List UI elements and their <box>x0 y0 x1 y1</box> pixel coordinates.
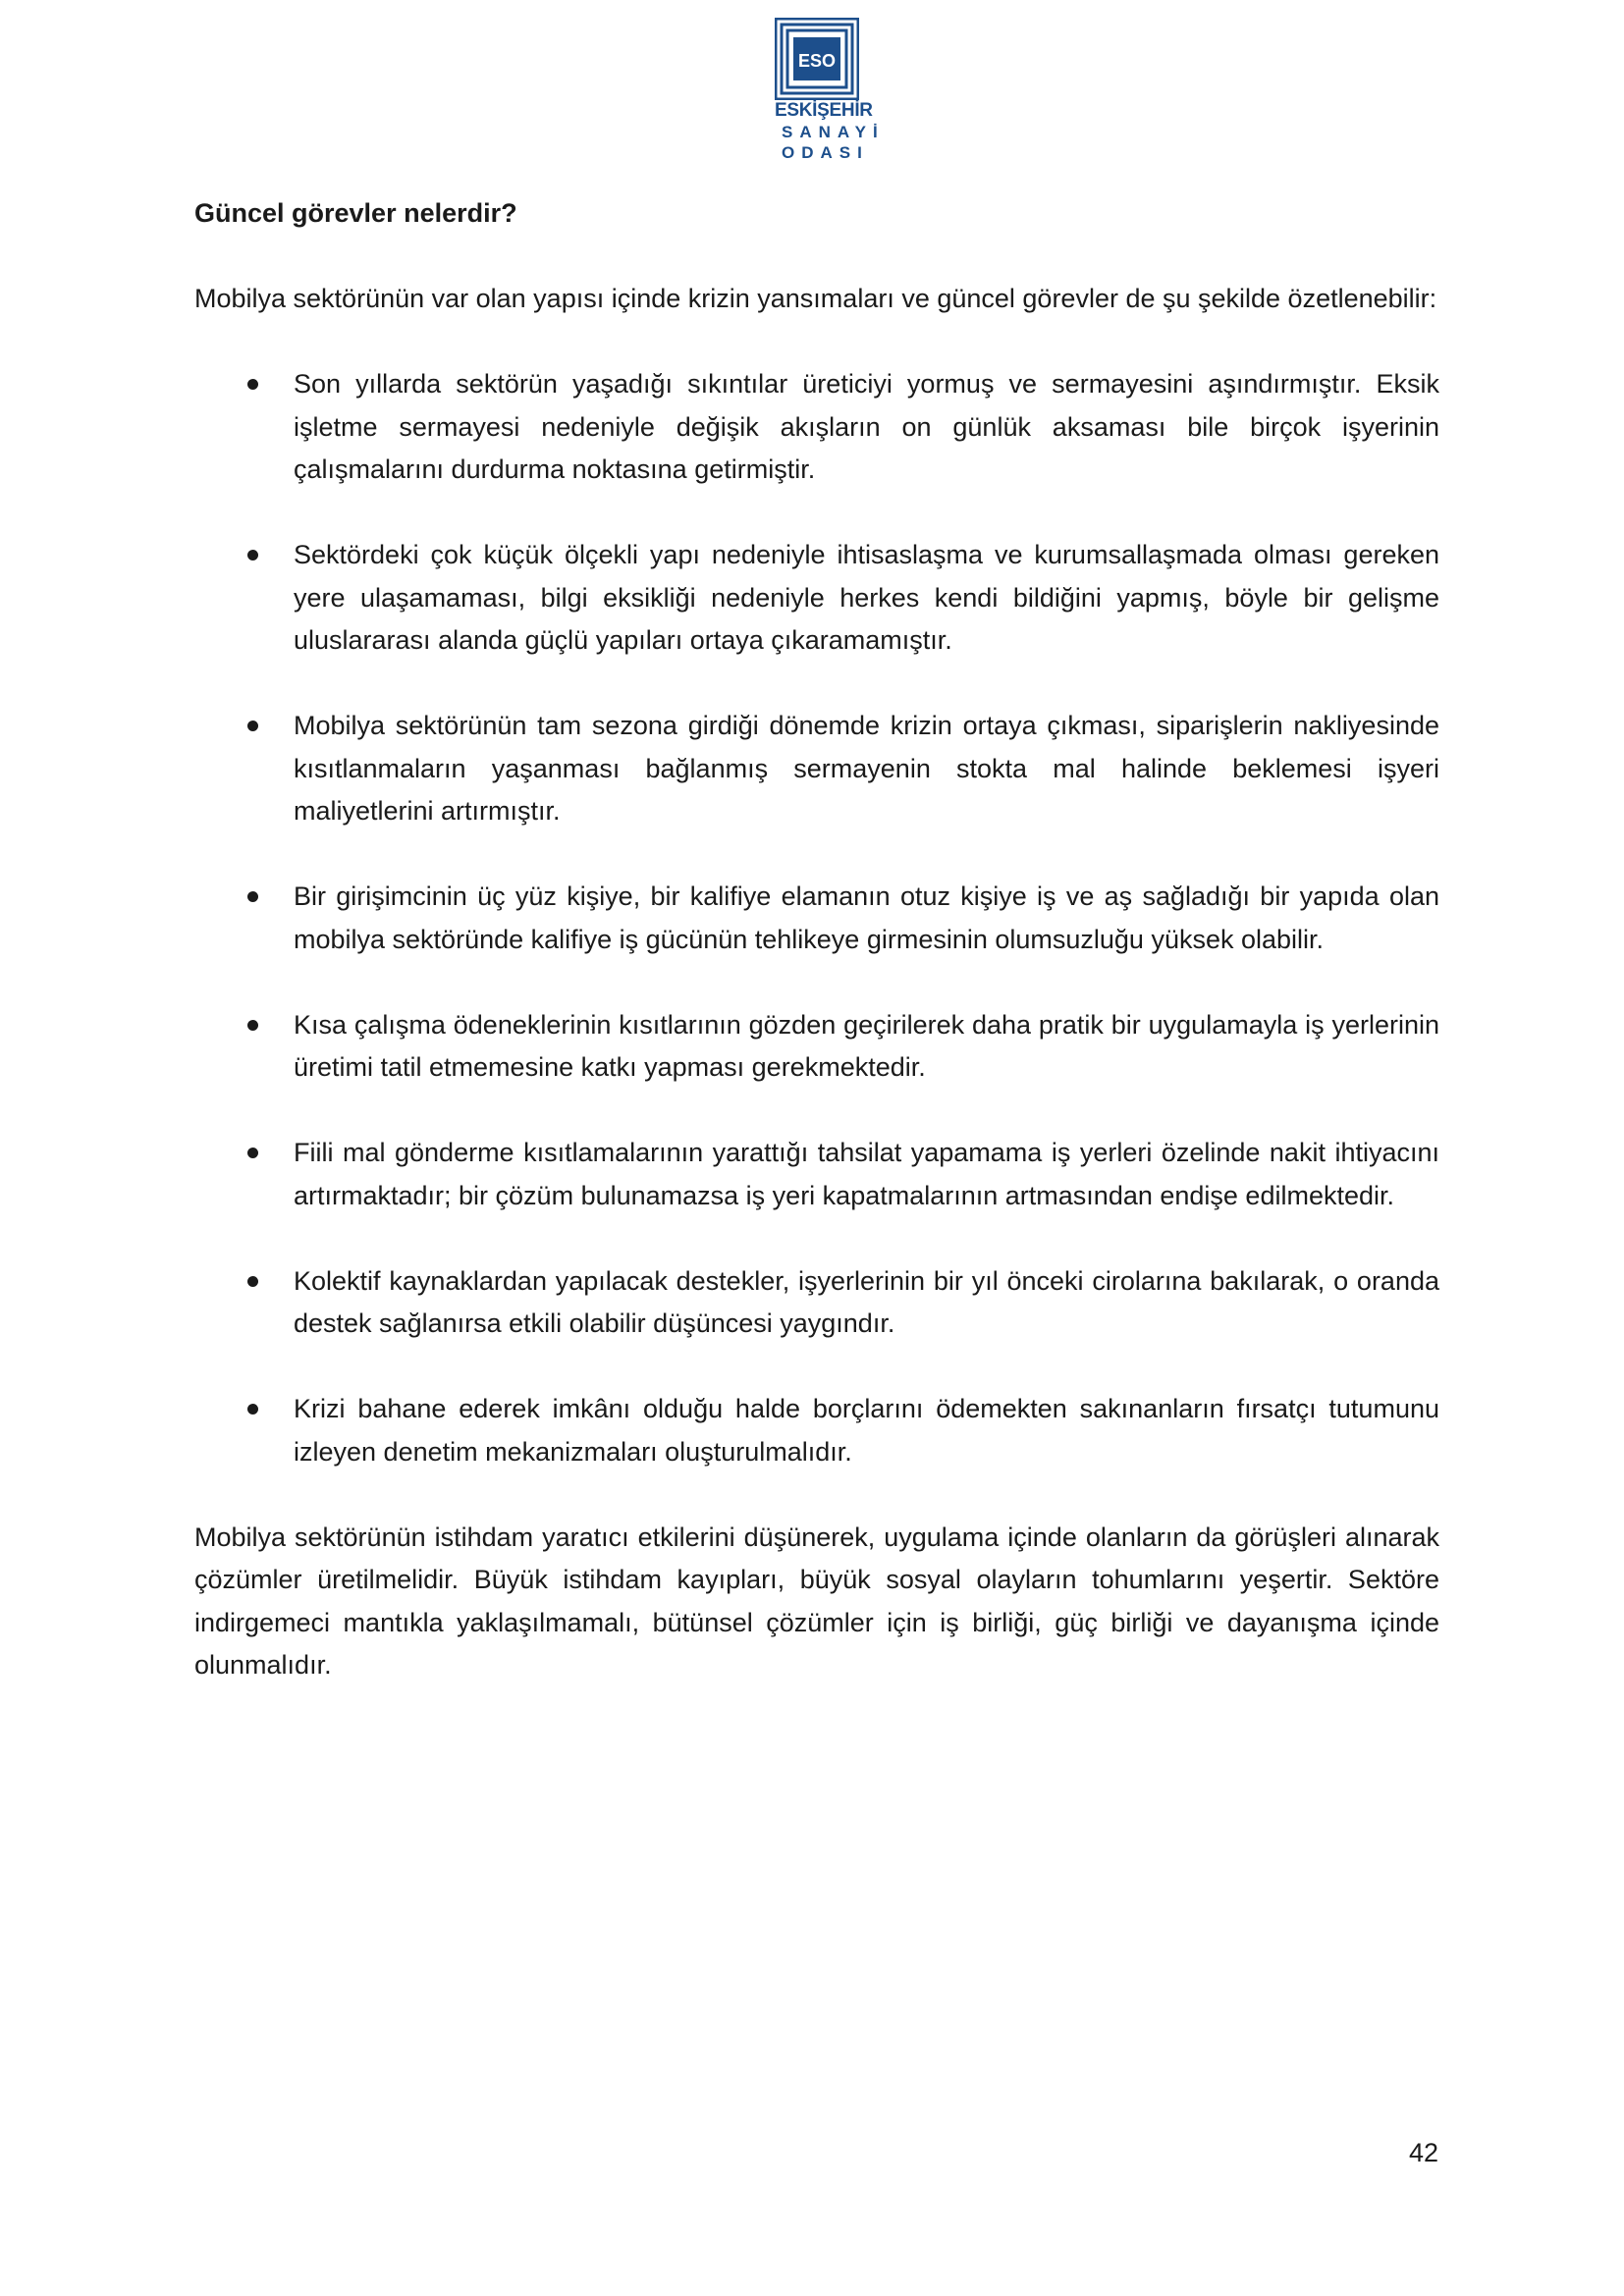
bullet-list <box>194 363 1439 1473</box>
eso-logo-mark <box>775 18 859 100</box>
bullet-text: Son yıllarda sektörün yaşadığı sıkıntılar üreticiyi yormuş ve sermayesini aşındırmıştır. Eksik işletme sermayesi nedeniyle değişik akışların on günlük aksaması bile birçok işyerinin çalışmalarını durdurma noktasına getirmiştir. <box>294 369 1439 484</box>
bullet-text: Kolektif kaynaklardan yapılacak destekler, işyerlerinin bir yıl önceki cirolarına bakılarak, o oranda destek sağlanırsa etkili olabilir düşüncesi yaygındır. <box>294 1265 1439 1338</box>
logo-badge-text: ESO <box>797 51 837 71</box>
intro-paragraph: Mobilya sektörünün var olan yapısı içinde krizin yansımaları ve güncel görevler de şu şekilde özetlenebilir: <box>194 283 1437 313</box>
bullet-item <box>194 1004 1439 1090</box>
bullet-dot-icon <box>247 1020 258 1031</box>
page-number: 42 <box>1408 2138 1438 2167</box>
bullet-item <box>194 534 1439 663</box>
bullet-item <box>194 1260 1439 1346</box>
bullet-text: Kısa çalışma ödeneklerinin kısıtlarının gözden geçirilerek daha pratik bir uygulamayla iş yerlerinin üretimi tatil etmemesine katkı yapması gerekmektedir. <box>294 1009 1439 1082</box>
eso-logo <box>775 18 885 167</box>
bullet-dot-icon <box>247 1148 258 1158</box>
logo-city: ESKİŞEHİR <box>775 100 873 121</box>
logo-word-sanayi: SANAYİ <box>782 123 885 141</box>
bullet-dot-icon <box>247 891 258 902</box>
section-heading: Güncel görevler nelerdir? <box>194 198 517 228</box>
bullet-dot-icon <box>247 1404 258 1415</box>
bullet-dot-icon <box>247 379 258 390</box>
bullet-dot-icon <box>247 721 258 731</box>
bullet-text: Bir girişimcinin üç yüz kişiye, bir kalifiye elamanın otuz kişiye iş ve aş sağladığı bir yapıda olan mobilya sektöründe kalifiye iş gücünün tehlikeye girmesinin olumsuzluğu yüksek olabilir. <box>294 881 1439 954</box>
bullet-text: Krizi bahane ederek imkânı olduğu halde borçlarını ödemekten sakınanların fırsatçı tutumunu izleyen denetim mekanizmaları oluşturulmalıdır. <box>294 1394 1439 1467</box>
bullet-dot-icon <box>247 550 258 561</box>
bullet-item <box>194 1132 1439 1217</box>
closing-paragraph: Mobilya sektörünün istihdam yaratıcı etkilerini düşünerek, uygulama içinde olanların da görüşleri alınarak çözümler üretilmelidir. Büyük istihdam kayıpları, büyük sosyal olayların tohumlarını yeşertir. Sektöre indirgemeci mantıkla yaklaşılmamalı, bütünsel çözümler için iş birliği, güç birliği ve dayanışma içinde olunmalıdır. <box>194 1522 1439 1680</box>
logo-word-odasi: ODASI <box>782 143 869 162</box>
bullet-dot-icon <box>247 1276 258 1287</box>
bullet-text: Fiili mal gönderme kısıtlamalarının yarattığı tahsilat yapamama iş yerleri özelinde nakit ihtiyacını artırmaktadır; bir çözüm bulunamazsa iş yeri kapatmalarının artmasından endişe edilmektedir. <box>294 1138 1439 1210</box>
bullet-item <box>194 1388 1439 1473</box>
bullet-text: Sektördeki çok küçük ölçekli yapı nedeniyle ihtisaslaşma ve kurumsallaşmada olması gereken yere ulaşamaması, bilgi eksikliği nedeniyle herkes kendi bildiğini yapmış, böyle bir gelişme uluslararası alanda güçlü yapıları ortaya çıkaramamıştır. <box>294 540 1439 655</box>
bullet-text: Mobilya sektörünün tam sezona girdiği dönemde krizin ortaya çıkması, siparişlerin nakliyesinde kısıtlanmaların yaşanması bağlanmış sermayenin stokta mal halinde beklemesi işyeri maliyetlerini artırmıştır. <box>294 711 1439 826</box>
bullet-item <box>194 705 1439 833</box>
document-body <box>194 192 1439 1687</box>
bullet-item <box>194 363 1439 492</box>
bullet-item <box>194 876 1439 961</box>
